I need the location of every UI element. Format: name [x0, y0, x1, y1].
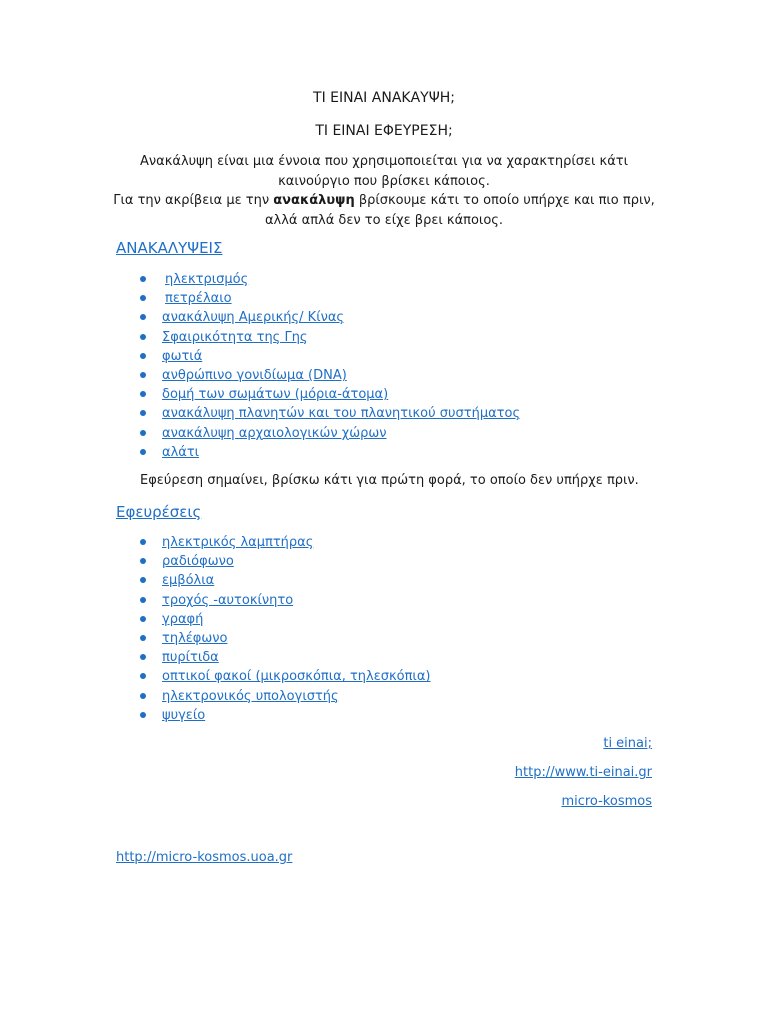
discovery-link[interactable]: δομή των σωμάτων (μόρια-άτομα)	[162, 387, 389, 403]
bullet-icon	[140, 558, 146, 564]
invention-link[interactable]: τηλέφωνο	[162, 630, 228, 646]
bullet-icon	[140, 314, 146, 320]
discovery-link[interactable]: ηλεκτρισμός	[165, 272, 249, 287]
bullet-icon	[140, 693, 146, 699]
bullet-icon	[140, 353, 146, 359]
bullet-icon	[140, 410, 146, 416]
intro-paragraph	[110, 152, 658, 230]
invention-link[interactable]: ψυγείο	[162, 707, 206, 723]
bullet-icon	[140, 276, 146, 282]
discovery-link[interactable]: ανακάλυψη Αμερικής/ Κίνας	[162, 310, 345, 326]
invention-link[interactable]: εμβόλια	[162, 573, 215, 589]
inventions-heading-link[interactable]: Εφευρέσεις	[116, 503, 202, 521]
discovery-link[interactable]: Σφαιρικότητα της Γης	[162, 329, 308, 345]
bullet-icon	[140, 635, 146, 641]
discoveries-heading-link[interactable]: ΑΝΑΚΑΛΥΨΕΙΣ	[116, 239, 223, 257]
source-micro-kosmos-link[interactable]: micro-kosmos	[561, 794, 652, 809]
bullet-icon	[140, 712, 146, 718]
bullet-icon	[140, 616, 146, 622]
invention-link[interactable]: τροχός -αυτοκίνητο	[162, 592, 294, 608]
bullet-icon	[140, 391, 146, 397]
bullet-icon	[140, 430, 146, 436]
bullet-icon	[140, 673, 146, 679]
intro-bold-word: ανακάλυψη	[273, 193, 355, 208]
discovery-link[interactable]: αλάτι	[162, 444, 200, 460]
source-ti-einai-link[interactable]: ti einai;	[603, 736, 652, 751]
discovery-link[interactable]: ανακάλυψη αρχαιολογικών χώρων	[162, 425, 387, 441]
invention-link[interactable]: πυρίτιδα	[162, 650, 219, 666]
title-invention: ΤΙ ΕΙΝΑΙ ΕΦΕΥΡΕΣΗ;	[315, 123, 453, 139]
intro-text-before: Για την ακρίβεια με την	[113, 193, 274, 208]
intro-line-2	[110, 191, 658, 230]
title-discovery: ΤΙ ΕΙΝΑΙ ΑΝΑΚΑΥΨΗ;	[313, 90, 455, 106]
bullet-icon	[140, 539, 146, 545]
discovery-link[interactable]: φωτιά	[162, 348, 203, 364]
bullet-icon	[140, 372, 146, 378]
bullet-icon	[140, 577, 146, 583]
intro-line-1: Ανακάλυψη είναι μια έννοια που χρησιμοποιείται για να χαρακτηρίσει κάτι καινούργιο που βρίσκει κάποιος.	[139, 154, 628, 189]
invention-definition: Εφεύρεση σημαίνει, βρίσκω κάτι για πρώτη φορά, το οποίο δεν υπήρχε πριν.	[140, 473, 639, 488]
invention-link[interactable]: γραφή	[162, 611, 204, 627]
discovery-link[interactable]: ανακάλυψη πλανητών και του πλανητικού συστήματος	[162, 406, 521, 422]
source-micro-kosmos-url-link[interactable]: http://micro-kosmos.uoa.gr	[116, 850, 293, 865]
bullet-icon	[140, 295, 146, 301]
invention-link[interactable]: ηλεκτρονικός υπολογιστής	[162, 688, 339, 704]
bullet-icon	[140, 334, 146, 340]
bullet-icon	[140, 597, 146, 603]
discovery-link[interactable]: ανθρώπινο γονιδίωμα (DNA)	[162, 367, 347, 383]
intro-text-after: βρίσκουμε κάτι το οποίο υπήρχε και πιο πριν, αλλά απλά δεν το είχε βρει κάποιος.	[264, 193, 655, 228]
bullet-icon	[140, 654, 146, 660]
bullet-icon	[140, 449, 146, 455]
invention-link[interactable]: ηλεκτρικός λαμπτήρας	[162, 535, 314, 550]
invention-link[interactable]: ραδιόφωνο	[162, 554, 234, 570]
discovery-link[interactable]: πετρέλαιο	[165, 291, 232, 307]
invention-link[interactable]: οπτικοί φακοί (μικροσκόπια, τηλεσκόπια)	[162, 669, 431, 685]
source-ti-einai-url-link[interactable]: http://www.ti-einai.gr	[514, 765, 652, 780]
